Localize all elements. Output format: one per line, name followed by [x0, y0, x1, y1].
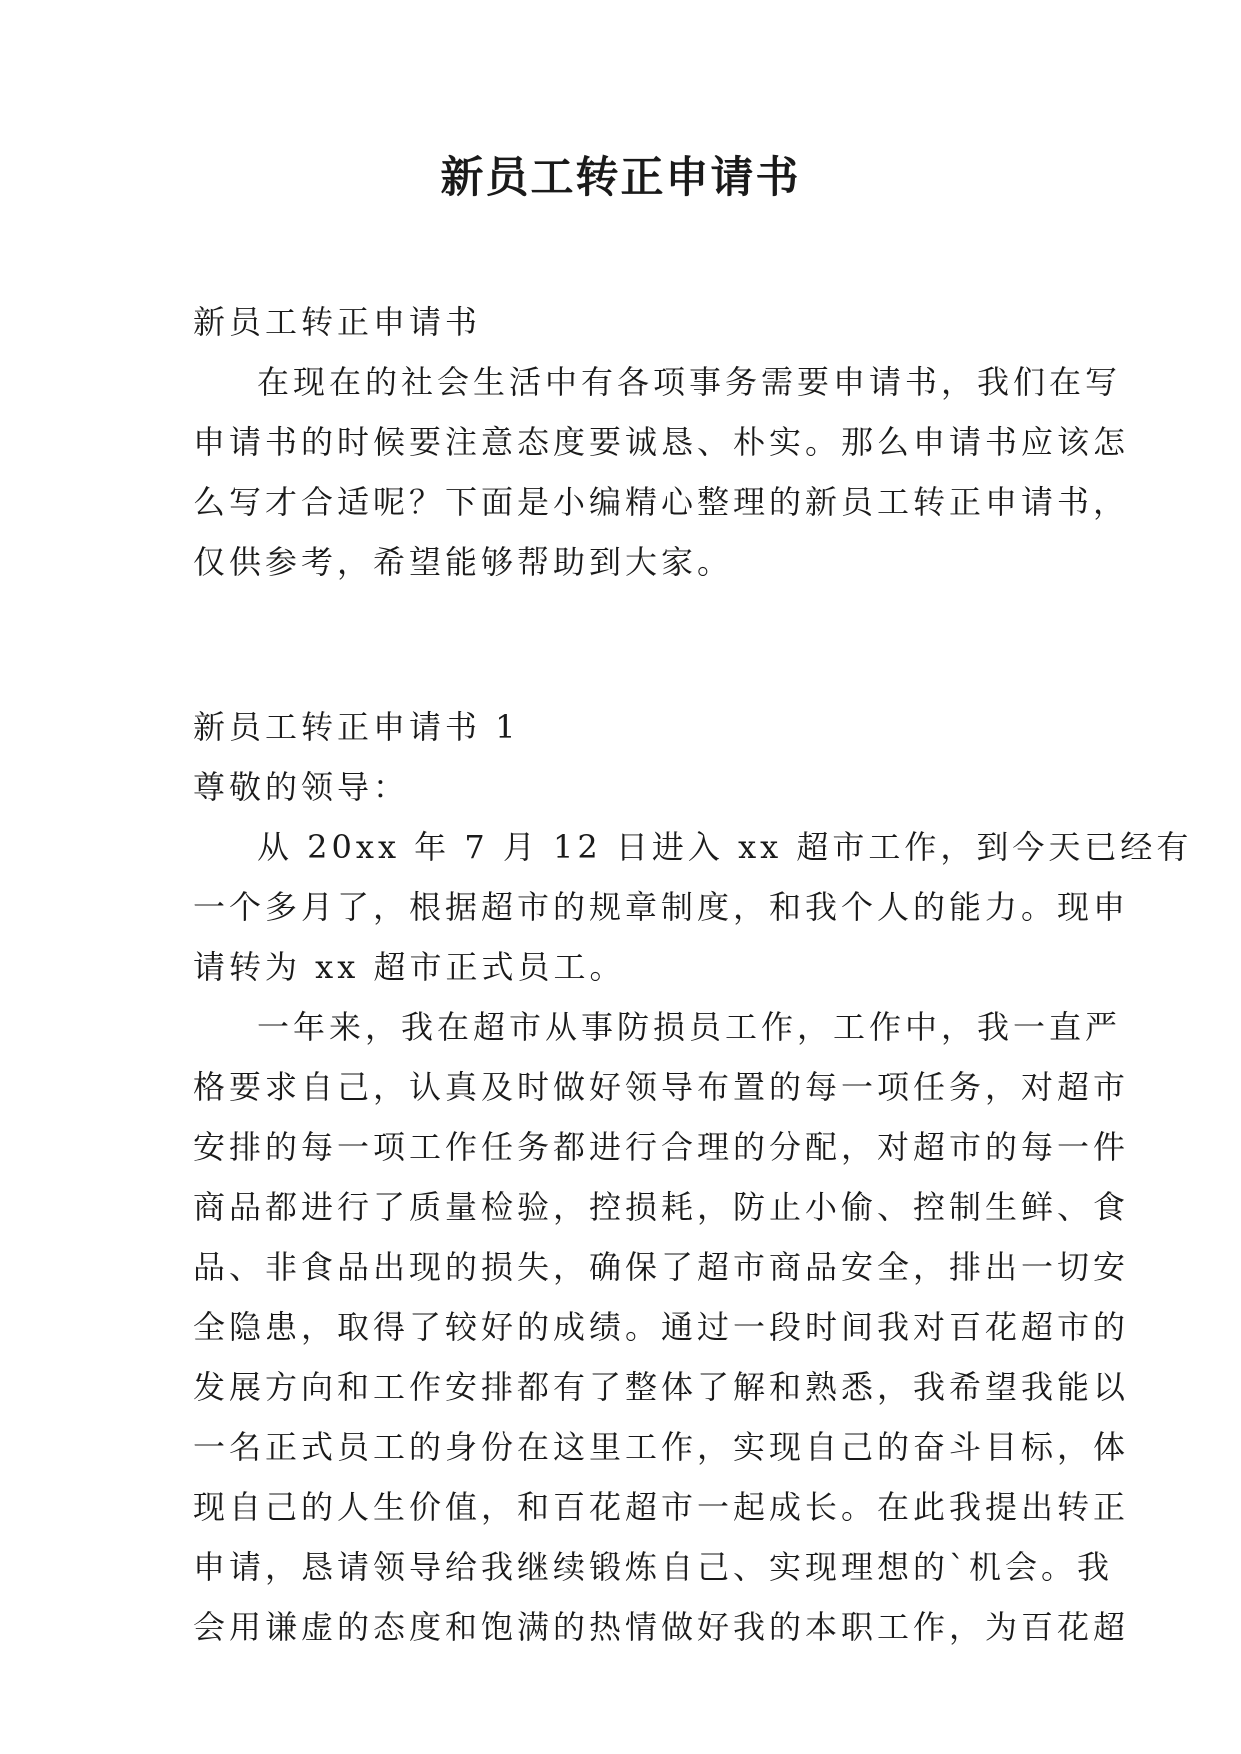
paragraph-line: 品、非食品出现的损失，确保了超市商品安全，排出一切安	[193, 1248, 1130, 1286]
intro-line: 么写才合适呢？下面是小编精心整理的新员工转正申请书，	[193, 483, 1130, 521]
paragraph-line: 全隐患，取得了较好的成绩。通过一段时间我对百花超市的	[193, 1308, 1130, 1346]
paragraph-line: 安排的每一项工作任务都进行合理的分配，对超市的每一件	[193, 1128, 1130, 1166]
section-heading: 新员工转正申请书 1	[193, 708, 520, 746]
paragraph-line: 一名正式员工的身份在这里工作，实现自己的奋斗目标，体	[193, 1428, 1130, 1466]
paragraph-line: 格要求自己，认真及时做好领导布置的每一项任务，对超市	[193, 1068, 1130, 1106]
paragraph-line: 发展方向和工作安排都有了整体了解和熟悉，我希望我能以	[193, 1368, 1130, 1406]
paragraph-line: 一年来，我在超市从事防损员工作，工作中，我一直严	[257, 1008, 1122, 1046]
paragraph-line: 现自己的人生价值，和百花超市一起成长。在此我提出转正	[193, 1488, 1130, 1526]
paragraph-line: 一个多月了，根据超市的规章制度，和我个人的能力。现申	[193, 888, 1130, 926]
paragraph-line: 商品都进行了质量检验，控损耗，防止小偷、控制生鲜、食	[193, 1188, 1130, 1226]
document-body	[193, 292, 1193, 1657]
intro-line: 申请书的时候要注意态度要诚恳、朴实。那么申请书应该怎	[193, 423, 1130, 461]
intro-line: 在现在的社会生活中有各项事务需要申请书，我们在写	[257, 363, 1122, 401]
intro-line: 仅供参考，希望能够帮助到大家。	[193, 543, 734, 581]
paragraph-line: 请转为 xx 超市正式员工。	[193, 948, 626, 986]
document-title: 新员工转正申请书	[440, 153, 801, 203]
salutation: 尊敬的领导：	[193, 768, 410, 806]
paragraph-line: 从 20xx 年 7 月 12 日进入 xx 超市工作，到今天已经有	[257, 828, 1193, 866]
subtitle: 新员工转正申请书	[193, 303, 482, 341]
paragraph-line: 会用谦虚的态度和饱满的热情做好我的本职工作，为百花超	[193, 1608, 1130, 1646]
section-spacer	[193, 592, 1053, 697]
paragraph-line: 申请，恳请领导给我继续锻炼自己、实现理想的`机会。我	[193, 1548, 1114, 1586]
